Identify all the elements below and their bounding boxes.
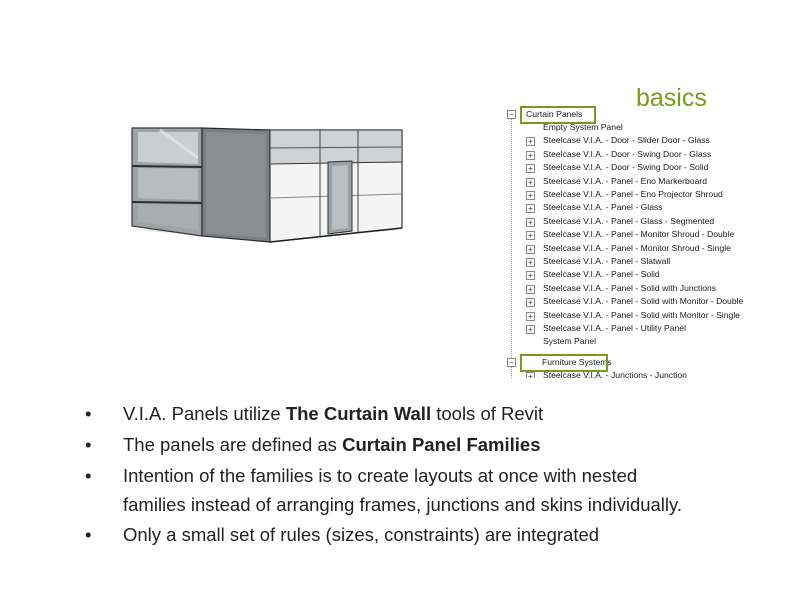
- tree-node-label: Furniture Systems: [542, 357, 612, 367]
- collapse-toggle-curtain-panels[interactable]: −: [507, 110, 516, 119]
- expand-toggle[interactable]: +: [526, 204, 535, 213]
- family-tree: [506, 106, 756, 378]
- collapse-toggle-furniture-systems[interactable]: −: [507, 358, 516, 367]
- expand-toggle[interactable]: +: [526, 325, 535, 334]
- tree-item-label: Steelcase V.I.A. - Panel - Slatwall: [543, 256, 671, 266]
- bullet-emphasis: The Curtain Wall: [285, 403, 432, 424]
- expand-toggle[interactable]: +: [526, 285, 535, 294]
- bullet-marker: •: [85, 524, 92, 545]
- tree-item-label: Empty System Panel: [543, 122, 623, 132]
- tree-item-label: Steelcase V.I.A. - Panel - Solid with Monitor - Single: [543, 309, 740, 320]
- tree-item-label: System Panel: [543, 336, 597, 347]
- tree-item-label: Steelcase V.I.A. - Panel - Solid: [543, 269, 660, 280]
- expand-toggle[interactable]: +: [526, 298, 535, 307]
- tree-item-label: Steelcase V.I.A. - Junctions - Junction: [543, 370, 687, 378]
- tree-item-label: Steelcase V.I.A. - Panel - Solid with Junctions: [543, 282, 717, 293]
- bullet-marker: •: [85, 434, 92, 455]
- bullet-text: Intention of the families is to create layouts at once with nested: [123, 465, 638, 486]
- tree-node-label: Curtain Panels: [526, 109, 583, 119]
- bullet-marker: •: [85, 403, 92, 424]
- expand-toggle[interactable]: +: [526, 372, 535, 378]
- tree-item-label: Steelcase V.I.A. - Panel - Utility Panel: [543, 323, 686, 333]
- tree-item-label: Steelcase V.I.A. - Door - Swing Door - Solid: [543, 162, 709, 173]
- tree-item-label: Steelcase V.I.A. - Door - Swing Door - Glass: [543, 148, 712, 159]
- bullet-text: V.I.A. Panels utilize: [123, 403, 286, 424]
- tree-item-label: Steelcase V.I.A. - Panel - Eno Markerboard: [543, 175, 708, 186]
- expand-toggle[interactable]: +: [526, 191, 535, 200]
- tree-item-label: Steelcase V.I.A. - Panel - Monitor Shroud - Single: [543, 242, 731, 253]
- tree-item-label: Steelcase V.I.A. - Panel - Glass: [543, 202, 663, 213]
- expand-toggle[interactable]: +: [526, 231, 535, 240]
- expand-toggle[interactable]: +: [526, 271, 535, 280]
- expand-toggle[interactable]: +: [526, 218, 535, 227]
- bullet-text: tools of Revit: [431, 403, 544, 424]
- tree-item-label: Steelcase V.I.A. - Panel - Monitor Shroud - Double: [543, 229, 735, 240]
- tree-item-label: Steelcase V.I.A. - Panel - Solid with Monitor - Double: [543, 296, 744, 307]
- tree-item-label: Steelcase V.I.A. - Panel - Glass - Segmented: [543, 215, 715, 226]
- bullet-emphasis: Curtain Panel Families: [342, 434, 541, 455]
- bullet-text: families instead of arranging frames, junctions and skins individually.: [123, 494, 683, 515]
- expand-toggle[interactable]: +: [526, 258, 535, 267]
- bullet-marker: •: [85, 465, 92, 486]
- tree-item-label: Steelcase V.I.A. - Panel - Eno Projector Shroud: [543, 189, 723, 199]
- expand-toggle[interactable]: +: [526, 178, 535, 187]
- bullet-text: The panels are defined as: [123, 434, 343, 455]
- expand-toggle[interactable]: +: [526, 137, 535, 146]
- expand-toggle[interactable]: +: [526, 245, 535, 254]
- panel-room-render: [120, 118, 420, 248]
- slide-title: basics: [636, 84, 707, 112]
- expand-toggle[interactable]: +: [526, 151, 535, 160]
- bullet-text: Only a small set of rules (sizes, constraints) are integrated: [123, 524, 600, 545]
- tree-item-label: Steelcase V.I.A. - Door - Slider Door - Glass: [543, 135, 710, 146]
- expand-toggle[interactable]: +: [526, 164, 535, 173]
- expand-toggle[interactable]: +: [526, 312, 535, 321]
